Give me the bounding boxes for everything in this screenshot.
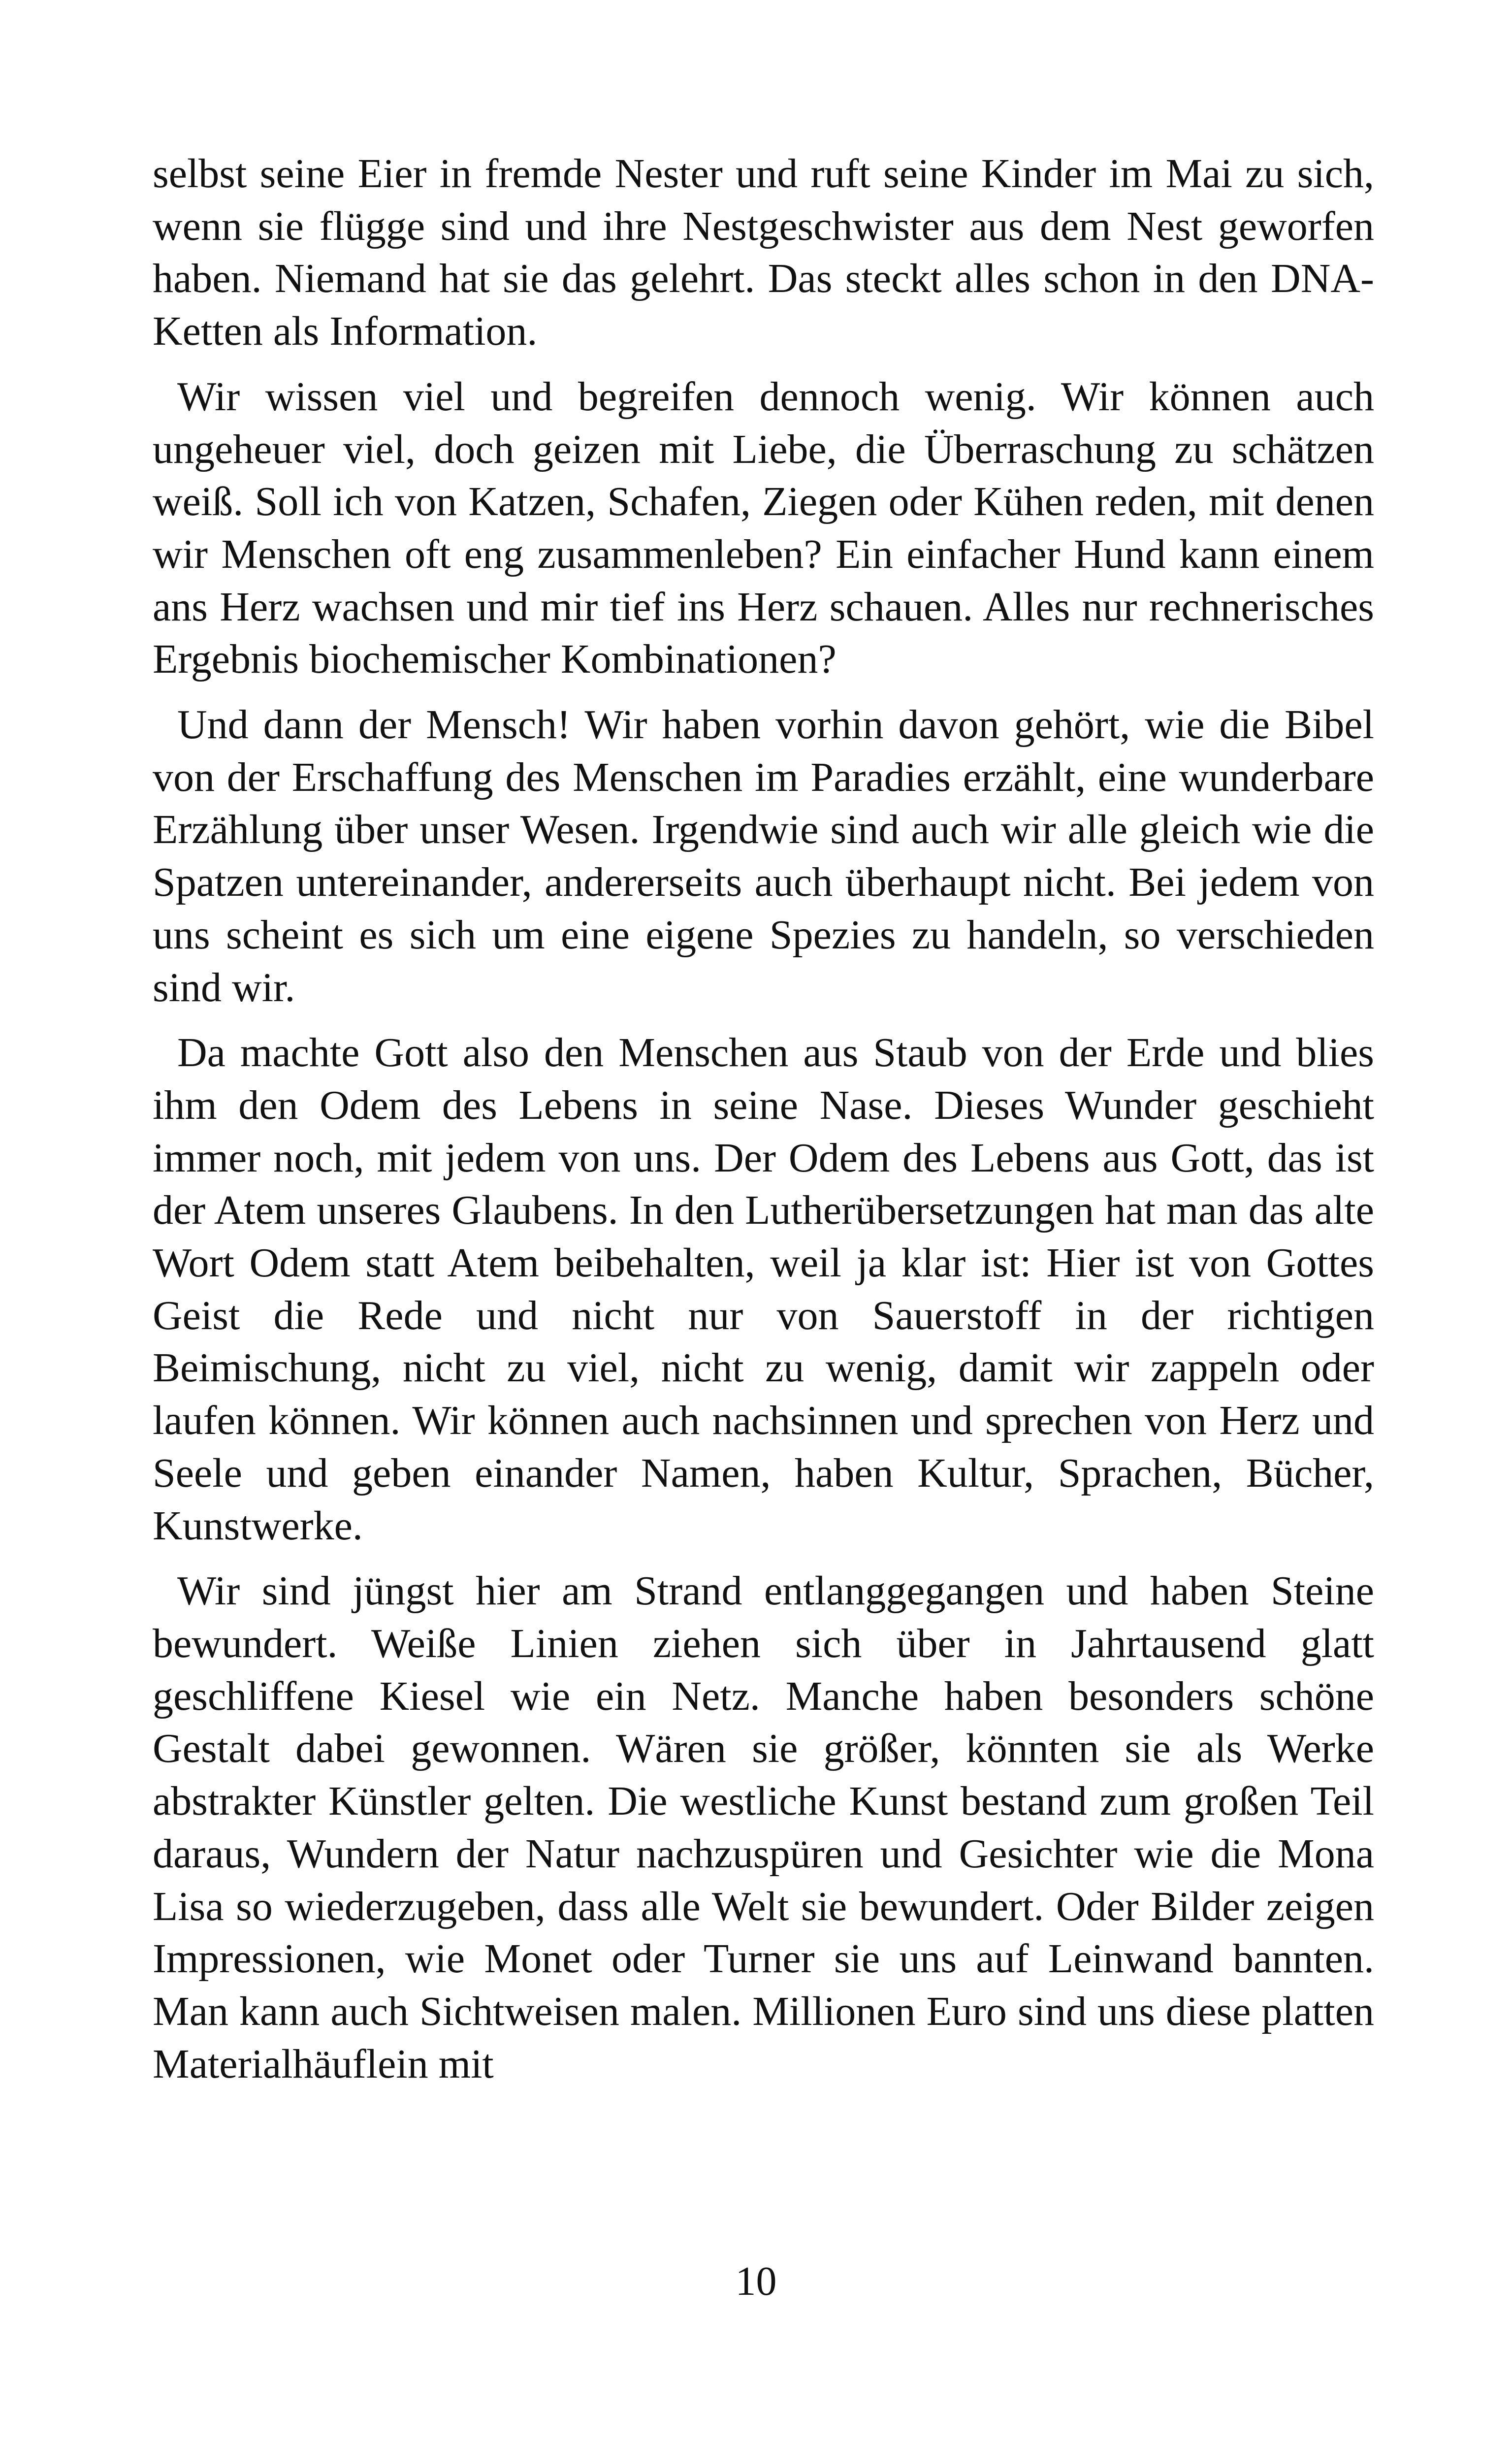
page-number: 10 — [735, 2258, 777, 2304]
paragraph-1: selbst seine Eier in fremde Nester und ruft seine Kinder im Mai zu sich, wenn sie flügge sind und ihre Nestgeschwister aus dem Nest geworfen haben. Niemand hat sie das gelehrt. Das steckt alles schon in den DNA-Ketten als Information. — [153, 151, 1374, 355]
paragraph-2: Wir wissen viel und begreifen dennoch wenig. Wir können auch ungeheuer viel, doch geizen mit Liebe, die Überraschung zu schätzen weiß. Soll ich von Katzen, Schafen, Ziegen oder Kühen reden, mit denen wir Menschen oft eng zusammenleben? Ein einfacher Hund kann einem ans Herz wachsen und mir tief ins Herz schauen. Alles nur rechnerisches Ergebnis biochemischer Kombinationen? — [153, 373, 1374, 683]
paragraph-4: Da machte Gott also den Menschen aus Staub von der Erde und blies ihm den Odem des Lebens in seine Nase. Dieses Wunder geschieht immer noch, mit jedem von uns. Der Odem des Lebens aus Gott, das ist der Atem unseres Glaubens. In den Lutherübersetzungen hat man das alte Wort Odem statt Atem beibehalten, weil ja klar ist: Hier ist von Gottes Geist die Rede und nicht nur von Sauerstoff in der richtigen Beimischung, nicht zu viel, nicht zu wenig, damit wir zappeln oder laufen können. Wir können auch nachsinnen und sprechen von Herz und Seele und geben einander Namen, haben Kultur, Sprachen, Bücher, Kunstwerke. — [153, 1030, 1374, 1549]
page-body — [153, 148, 1374, 2103]
paragraph-5: Wir sind jüngst hier am Strand entlanggegangen und haben Steine bewundert. Weiße Linien ziehen sich über in Jahrtausend glatt geschliffene Kiesel wie ein Netz. Manche haben besonders schöne Gestalt dabei gewonnen. Wären sie größer, könnten sie als Werke abstrakter Künstler gelten. Die westliche Kunst bestand zum großen Teil daraus, Wundern der Natur nachzuspüren und Gesichter wie die Mona Lisa so wiederzugeben, dass alle Welt sie bewundert. Oder Bilder zeigen Impressionen, wie Monet oder Turner sie uns auf Leinwand bannten. Man kann auch Sichtweisen malen. Millionen Euro sind uns diese platten Materialhäuflein mit — [153, 1568, 1374, 2087]
paragraph-3: Und dann der Mensch! Wir haben vorhin davon gehört, wie die Bibel von der Erschaffung des Menschen im Paradies erzählt, eine wunderbare Erzählung über unser Wesen. Irgendwie sind auch wir alle gleich wie die Spatzen untereinander, andererseits auch überhaupt nicht. Bei jedem von uns scheint es sich um eine eigene Spezies zu handeln, so verschieden sind wir. — [153, 702, 1374, 1010]
